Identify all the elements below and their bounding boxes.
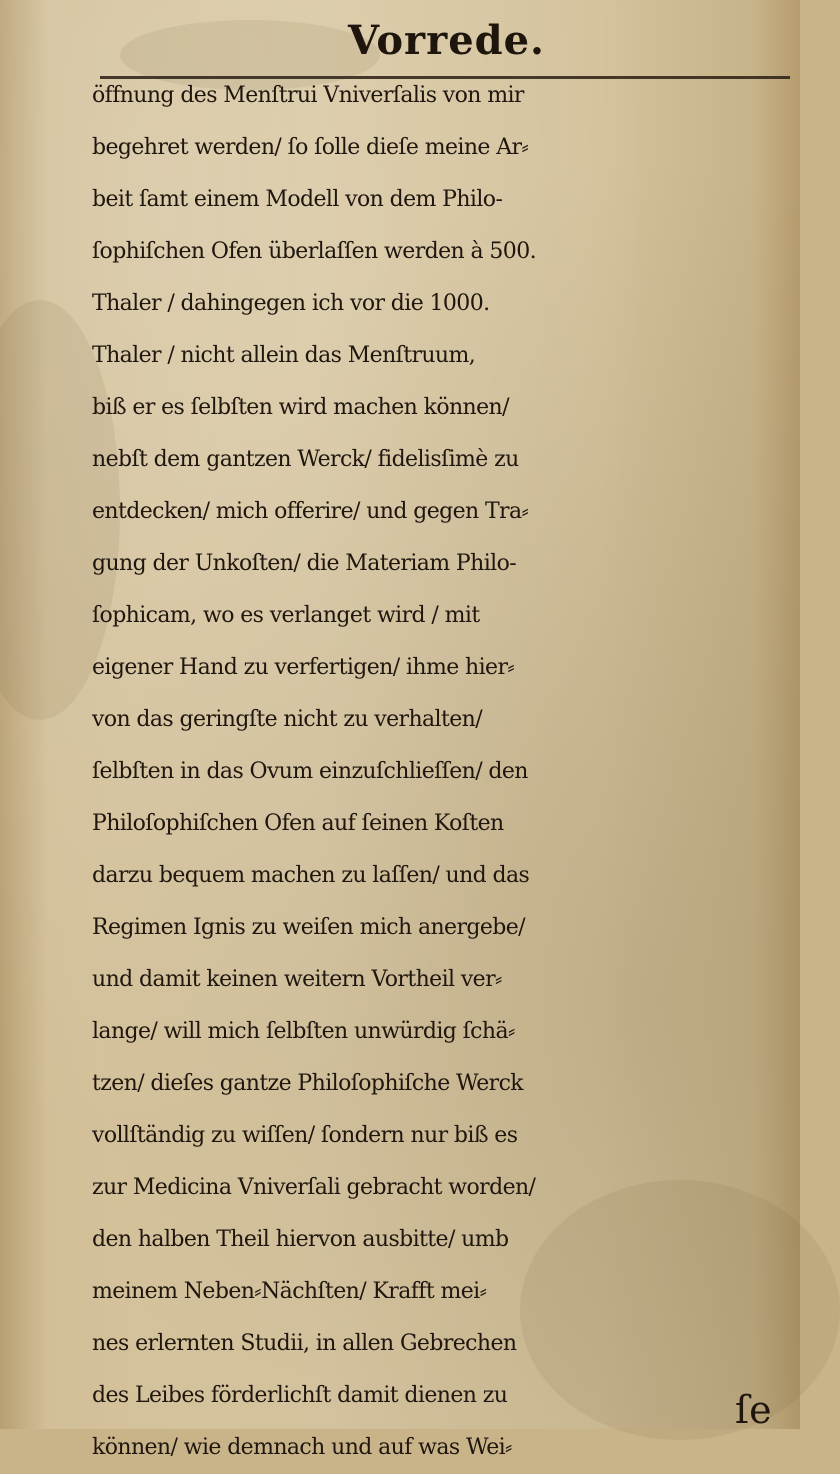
- text-line: nebſt dem gantzen Werck/ fidelisſimè zu: [92, 447, 519, 472]
- text-line: und damit keinen weitern Vortheil ver⸗: [92, 967, 502, 992]
- text-line: Thaler / dahingegen ich vor die 1000.: [92, 291, 490, 316]
- text-line: gung der Unkoſten/ die Materiam Philo-: [92, 551, 517, 576]
- text-line: lange/ will mich ſelbſten unwürdig ſchä⸗: [92, 1019, 515, 1044]
- text-line: vollſtändig zu wiſſen/ ſondern nur biß es: [92, 1123, 518, 1148]
- catchword: ſe: [735, 1388, 772, 1432]
- body-text: [92, 70, 792, 1460]
- text-line: von das geringſte nicht zu verhalten/: [92, 707, 483, 732]
- page-header: [0, 12, 800, 72]
- text-line: Philoſophiſchen Ofen auf ſeinen Koſten: [92, 811, 504, 836]
- text-line: tzen/ dieſes gantze Philoſophiſche Werck: [92, 1071, 524, 1096]
- text-line: den halben Theil hiervon ausbitte/ umb: [92, 1227, 509, 1252]
- running-head: Vorrede.: [348, 17, 545, 64]
- text-line: des Leibes förderlichſt damit dienen zu: [92, 1383, 508, 1408]
- text-line: können/ wie demnach und auf was Wei⸗: [92, 1435, 512, 1460]
- text-line: Regimen Ignis zu weiſen mich anergebe/: [92, 915, 525, 940]
- text-line: biß er es ſelbſten wird machen können/: [92, 395, 509, 420]
- text-line: meinem Neben⸗Nächſten/ Krafft mei⸗: [92, 1279, 487, 1304]
- text-line: darzu bequem machen zu laſſen/ und das: [92, 863, 530, 888]
- text-line: ſophicam, wo es verlanget wird / mit: [92, 603, 480, 628]
- text-line: ſophiſchen Ofen überlaſſen werden à 500.: [92, 239, 536, 264]
- text-line: nes erlernten Studii, in allen Gebrechen: [92, 1331, 517, 1356]
- text-line: beit ſamt einem Modell von dem Philo-: [92, 187, 503, 212]
- text-line: begehret werden/ ſo ſolle dieſe meine Ar⸗: [92, 135, 529, 160]
- text-line: Thaler / nicht allein das Menſtruum,: [92, 343, 476, 368]
- text-line: eigener Hand zu verfertigen/ ihme hier⸗: [92, 655, 515, 680]
- text-line: öffnung des Menſtrui Vniverſalis von mir: [92, 83, 524, 108]
- text-line: zur Medicina Vniverſali gebracht worden/: [92, 1175, 536, 1200]
- text-line: ſelbſten in das Ovum einzuſchlieſſen/ den: [92, 759, 528, 784]
- text-line: entdecken/ mich offerire/ und gegen Tra⸗: [92, 499, 529, 524]
